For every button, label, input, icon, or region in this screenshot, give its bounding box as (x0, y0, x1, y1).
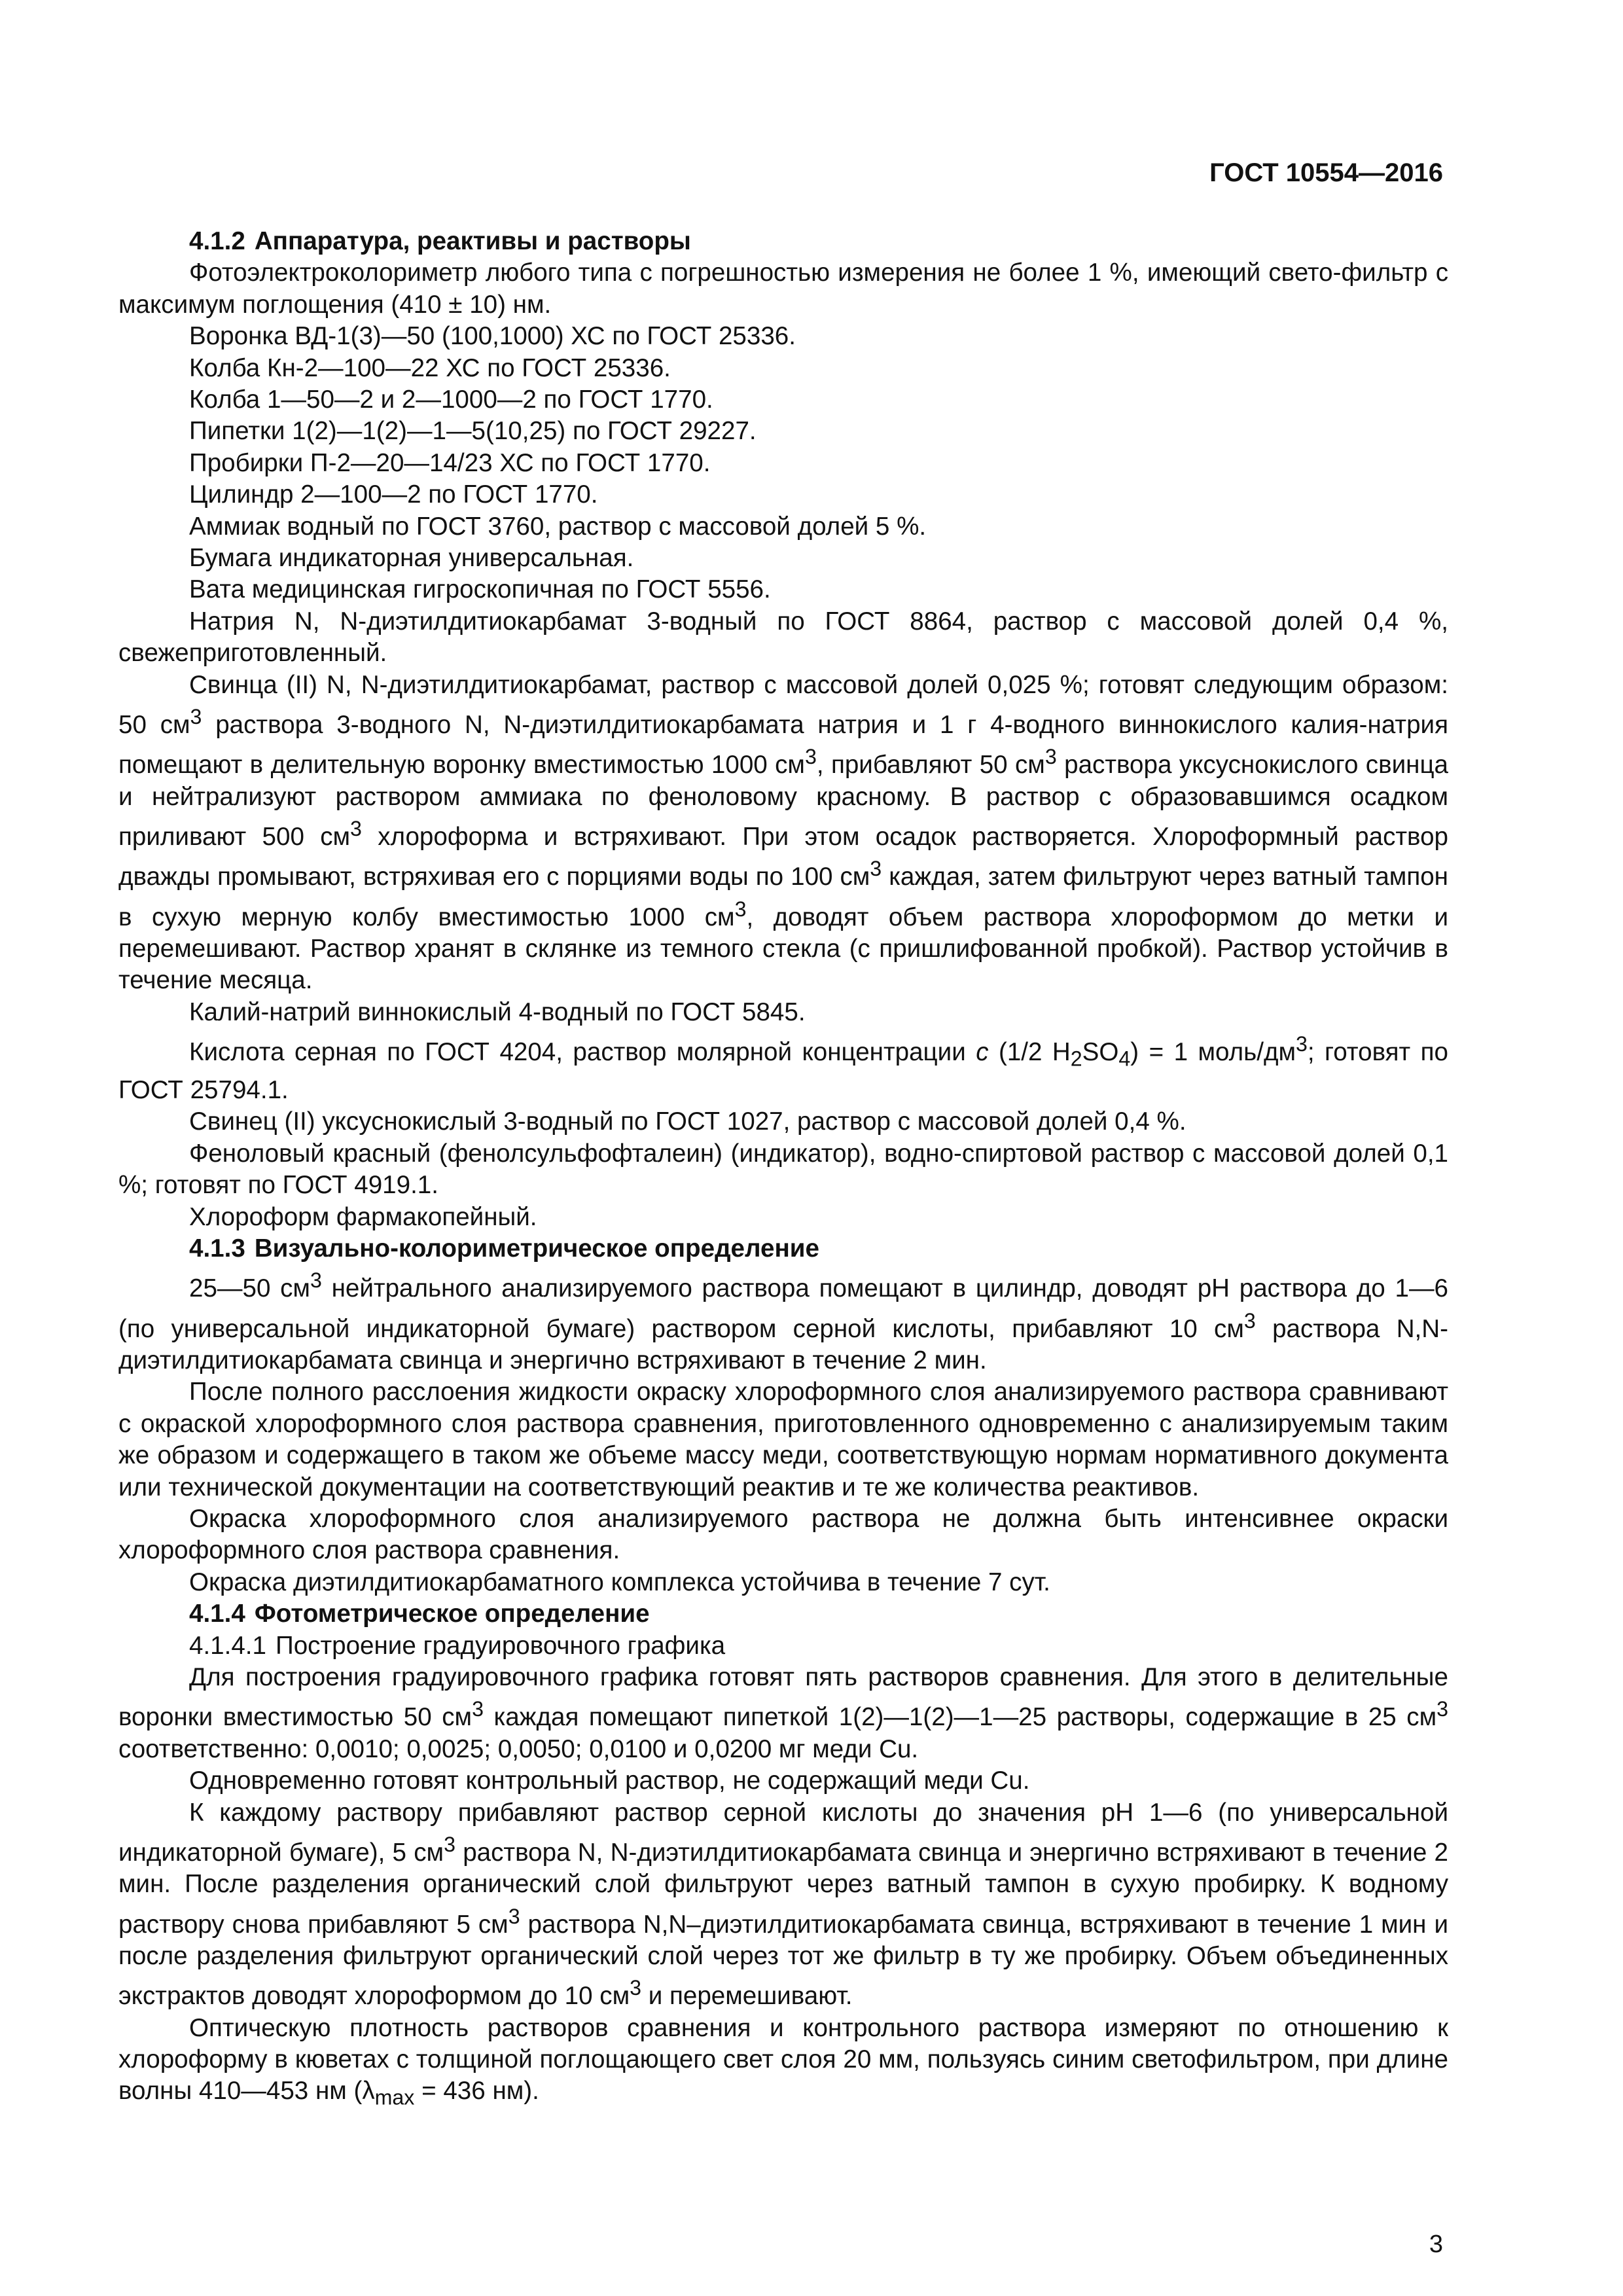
document-code: ГОСТ 10554—2016 (1209, 158, 1443, 187)
paragraph: Окраска диэтилдитиокарбаматного комплекса устойчива в течение 7 сут. (189, 1568, 1050, 1596)
paragraph: Пипетки 1(2)—1(2)—1—5(10,25) по ГОСТ 29227. (189, 417, 757, 446)
paragraph: Пробирки П-2—20—14/23 ХС по ГОСТ 1770. (189, 448, 711, 477)
paragraph: Калий-натрий виннокислый 4-водный по ГОСТ 5845. (189, 997, 806, 1026)
section-title: Построение градуировочного графика (275, 1631, 726, 1660)
section-heading (118, 1630, 1448, 1662)
paragraph: Цилиндр 2—100—2 по ГОСТ 1770. (189, 480, 598, 509)
paragraph: Натрия N, N-диэтилдитиокарбамат 3-водный по ГОСТ 8864, раствор с массовой долей 0,4 %, свежеприготовленный. (118, 607, 1448, 668)
paragraph: Хлороформ фармакопейный. (189, 1202, 537, 1231)
paragraph: Феноловый красный (фенолсульфофталеин) (индикатор), водно-спиртовой раствор с массовой долей 0,1 %; готовят по ГОСТ 4919.1. (118, 1139, 1448, 1200)
section-number: 4.1.2 (189, 227, 245, 255)
section-title: Фотометрическое определение (254, 1600, 650, 1628)
paragraph: После полного расслоения жидкости окраску хлороформного слоя анализируемого раствора сравнивают с окраской хлороформного слоя раствора сравнения, приготовленного одновременно с анализируемым таким же образом и содержащего в таком же объеме массу меди, соответствующую нормам нормативного документа или технической документации на соответствующий реактив и те же количества реактивов. (118, 1378, 1448, 1501)
paragraph: Одновременно готовят контрольный раствор, не содержащий меди Cu. (189, 1767, 1030, 1795)
document-body (118, 226, 1448, 2114)
section-heading (118, 1233, 1448, 1265)
paragraph: Для построения градуировочного графика готовят пять растворов сравнения. Для этого в делительные воронки вместимостью 50 $см^3$ каждая помещают пипеткой 1(2)—1(2)—1—25 растворы, содержащие в 25 $см^3$ соответственно: 0,0010; 0,0025; 0,0050; 0,0100 и 0,0200 мг меди Cu. (118, 1663, 1448, 1763)
paragraph: Вата медицинская гигроскопичная по ГОСТ 5556. (189, 575, 771, 604)
paragraph: Оптическую плотность растворов сравнения и контрольного раствора измеряют по отношению к хлороформу в кюветах с толщиной поглощающего свет слоя 20 мм, пользуясь синим светофильтром, при длине волны 410—453 нм ($\lambda_{max} = 436$ нм). (118, 2013, 1448, 2110)
page-number: 3 (1429, 2231, 1443, 2258)
section-title: Визуально-колориметрическое определение (254, 1234, 819, 1263)
paragraph: Колба 1—50—2 и 2—1000—2 по ГОСТ 1770. (189, 386, 713, 414)
section-heading (118, 1598, 1448, 1630)
paragraph: Свинец (II) уксуснокислый 3-водный по ГОСТ 1027, раствор с массовой долей 0,4 %. (189, 1107, 1186, 1136)
paragraph: Колба Кн-2—100—22 ХС по ГОСТ 25336. (189, 353, 671, 382)
section-number: 4.1.4 (189, 1600, 245, 1628)
section-title: Аппаратура, реактивы и растворы (254, 227, 691, 255)
paragraph: К каждому раствору прибавляют раствор серной кислоты до значения pH 1—6 (по универсальной индикаторной бумаге), 5 $см^3$ раствора N, N-диэтилдитиокарбамата свинца и энергично встряхивают в течение 2 мин. После разделения органический слой фильтруют через ватный тампон в сухую пробирку. К водному раствору снова прибавляют 5 $см^3$ раствора N,N–диэтилдитиокарбамата свинца, встряхивают в течение 1 мин и после разделения фильтруют органический слой через тот же фильтр в ту же пробирку. Объем объединенных экстрактов доводят хлороформом до 10 $см^3$ и перемешивают. (118, 1798, 1449, 2011)
paragraph: Воронка ВД-1(3)—50 (100,1000) ХС по ГОСТ 25336. (189, 322, 796, 351)
section-heading (118, 226, 1448, 257)
paragraph: Бумага индикаторная универсальная. (189, 544, 634, 573)
section-number: 4.1.3 (189, 1234, 245, 1263)
paragraph: Свинца (II) N, N-диэтилдитиокарбамат, раствор с массовой долей 0,025 %; готовят следующим образом: 50 $см^3$ раствора 3-водного N, N-диэтилдитиокарбамата натрия и 1 г 4-водного виннокислого калия-натрия помещают в делительную воронку вместимостью 1000 $см^3$, прибавляют 50 $см^3$ раствора уксуснокислого свинца и нейтрализуют раствором аммиака по феноловому красному. В раствор с образовавшимся осадком приливают 500 $см^3$ хлороформа и встряхивают. При этом осадок растворяется. Хлороформный раствор дважды промывают, встряхивая его с порциями воды по 100 $см^3$ каждая, затем фильтруют через ватный тампон в сухую мерную колбу вместимостью 1000 $см^3$, доводят объем раствора хлороформом до метки и перемешивают. Раствор хранят в склянке из темного стекла (с пришлифованной пробкой). Раствор устойчив в течение месяца. (118, 670, 1449, 995)
paragraph: Кислота серная по ГОСТ 4204, раствор молярной концентрации c (1/2 $H_2SO_4) = 1$ моль/$дм^3$; готовят по ГОСТ 25794.1. (118, 1032, 1448, 1105)
paragraph: 25—50 $см^3$ нейтрального анализируемого раствора помещают в цилиндр, доводят pH раствора до 1—6 (по универсальной индикаторной бумаге) раствором серной кислоты, прибавляют 10 $см^3$ раствора N,N-диэтилдитиокарбамата свинца и энергично встряхивают в течение 2 мин. (118, 1268, 1448, 1374)
paragraph: Фотоэлектроколориметр любого типа с погрешностью измерения не более 1 %, имеющий свето-фильтр с максимум поглощения (410 ± 10) нм. (118, 259, 1448, 319)
paragraph: Окраска хлороформного слоя анализируемого раствора не должна быть интенсивнее окраски хлороформного слоя раствора сравнения. (118, 1505, 1448, 1565)
section-number: 4.1.4.1 (189, 1631, 266, 1660)
paragraph: Аммиак водный по ГОСТ 3760, раствор с массовой долей 5 %. (189, 512, 927, 541)
